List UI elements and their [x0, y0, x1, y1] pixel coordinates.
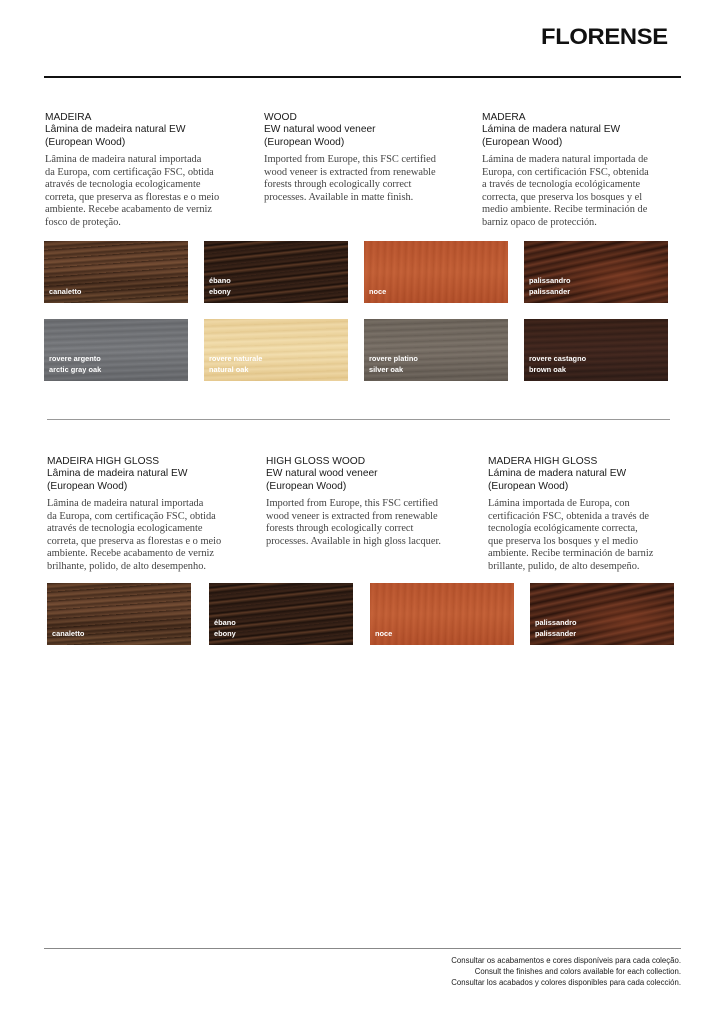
- section1-col-en: [264, 112, 469, 204]
- desc-line: ambiente. Recebe acabamento de verniz: [45, 204, 213, 216]
- desc-line: forests through ecologically correct: [264, 179, 412, 191]
- swatch-label: rovere platino: [369, 354, 418, 363]
- swatch-label: palissandro: [529, 276, 571, 285]
- desc-line: correta, que preserva as florestas e o meio: [47, 535, 222, 547]
- col-subtitle: EW natural wood veneer: [266, 468, 378, 480]
- col-subtitle-note: (European Wood): [266, 480, 347, 492]
- swatch-label-en: palissander: [535, 629, 577, 638]
- col-subtitle: Lâmina de madeira natural EW: [45, 124, 186, 136]
- swatch-rovere-argento: [44, 319, 188, 381]
- col-subtitle: Lâmina de madeira natural EW: [47, 468, 188, 480]
- col-description: [266, 498, 471, 548]
- col-title: WOOD: [264, 112, 297, 123]
- desc-line: através de tecnologia ecologicamente: [47, 523, 203, 535]
- col-subtitle: Lámina de madera natural EW: [482, 124, 621, 136]
- col-subtitle-note: (European Wood): [47, 480, 128, 492]
- desc-line: a través de tecnología ecológicamente: [482, 179, 641, 191]
- swatch-label: palissandro: [535, 618, 577, 627]
- desc-line: brilhante, polido, de alto desempenho.: [47, 560, 206, 572]
- desc-line: forests through ecologically correct: [266, 523, 414, 535]
- swatch-rovere-naturale: [204, 319, 348, 381]
- col-title: MADERA: [482, 112, 526, 123]
- footer-divider: [44, 948, 681, 949]
- swatch-ebano: [204, 241, 348, 303]
- footer-line-pt: Consultar os acabamentos e cores disponíveis para cada coleção.: [451, 956, 681, 965]
- swatch-hg-palissandro: [530, 583, 674, 645]
- footer-note: [451, 955, 681, 988]
- col-subtitle-note: (European Wood): [482, 136, 563, 148]
- desc-line: da Europa, com certificação FSC, obtida: [45, 166, 214, 178]
- col-description: [264, 154, 469, 204]
- desc-line: através de tecnologia ecologicamente: [45, 179, 201, 191]
- desc-line: Lámina de madera natural importada de: [482, 154, 648, 166]
- swatch-hg-noce: [370, 583, 514, 645]
- desc-line: ambiente. Recibe terminación de barniz: [488, 548, 654, 560]
- col-subtitle: Lámina de madera natural EW: [488, 468, 627, 480]
- desc-line: correcta, que preserva los bosques y el: [482, 191, 643, 203]
- swatch-label: canaletto: [52, 629, 85, 638]
- desc-line: barniz opaco de protección.: [482, 216, 597, 228]
- swatch-label-en: brown oak: [529, 365, 566, 374]
- swatch-label: ébano: [209, 276, 231, 285]
- swatch-label-en: palissander: [529, 287, 571, 296]
- swatch-label: ébano: [214, 618, 236, 627]
- desc-line: Imported from Europe, this FSC certified: [266, 498, 438, 510]
- section2-col-pt: [47, 456, 252, 573]
- swatch-label: noce: [369, 287, 387, 296]
- col-description: [488, 498, 693, 573]
- swatch-label: noce: [375, 629, 393, 638]
- col-title: MADERA HIGH GLOSS: [488, 456, 598, 467]
- desc-line: Imported from Europe, this FSC certified: [264, 154, 436, 166]
- desc-line: processes. Available in high gloss lacquer.: [266, 535, 441, 547]
- desc-line: Europa, con certificación FSC, obtenida: [482, 166, 649, 178]
- col-subtitle: EW natural wood veneer: [264, 124, 376, 136]
- swatch-rovere-platino: [364, 319, 508, 381]
- swatch-label: rovere argento: [49, 354, 101, 363]
- swatch-noce: [364, 241, 508, 303]
- desc-line: da Europa, com certificação FSC, obtida: [47, 510, 216, 522]
- desc-line: wood veneer is extracted from renewable: [264, 166, 436, 178]
- swatch-label-en: natural oak: [209, 365, 249, 374]
- desc-line: wood veneer is extracted from renewable: [266, 510, 438, 522]
- swatch-label: rovere naturale: [209, 354, 263, 363]
- swatch-hg-ebano: [209, 583, 353, 645]
- swatch-label: rovere castagno: [529, 354, 587, 363]
- col-title: MADEIRA HIGH GLOSS: [47, 456, 160, 467]
- col-title: MADEIRA: [45, 112, 92, 123]
- desc-line: Lâmina de madeira natural importada: [47, 498, 204, 510]
- desc-line: fosco de proteção.: [45, 216, 121, 228]
- swatch-hg-canaletto: [47, 583, 191, 645]
- desc-line: brillante, pulido, de alto desempeño.: [488, 560, 640, 572]
- col-description: [45, 154, 250, 229]
- swatch-rovere-castagno: [524, 319, 668, 381]
- section2-col-en: [266, 456, 471, 548]
- section1-col-pt: [45, 112, 250, 229]
- florense-logo: FLORENSE: [541, 24, 668, 49]
- swatch-label: canaletto: [49, 287, 82, 296]
- swatch-canaletto: [44, 241, 188, 303]
- swatch-label-en: ebony: [209, 287, 231, 296]
- col-description: [482, 154, 687, 229]
- desc-line: Lâmina de madeira natural importada: [45, 154, 202, 166]
- col-subtitle-note: (European Wood): [488, 480, 569, 492]
- desc-line: ambiente. Recebe acabamento de verniz: [47, 548, 215, 560]
- footer-line-en: Consult the finishes and colors available for each collection.: [474, 967, 681, 976]
- desc-line: tecnología ecológicamente correcta,: [488, 523, 638, 535]
- swatch-palissandro: [524, 241, 668, 303]
- section-divider: [47, 419, 670, 420]
- swatch-label-en: ebony: [214, 629, 236, 638]
- footer-line-es: Consultar los acabados y colores disponibles para cada colección.: [451, 978, 681, 987]
- desc-line: que preserva los bosques y el medio: [488, 535, 639, 547]
- header-divider: [44, 76, 681, 78]
- col-subtitle-note: (European Wood): [264, 136, 345, 148]
- desc-line: Lámina importada de Europa, con: [488, 498, 630, 510]
- desc-line: certificación FSC, obtenida a través de: [488, 510, 649, 522]
- section1-col-es: [482, 112, 687, 229]
- desc-line: processes. Available in matte finish.: [264, 191, 414, 203]
- swatch-label-en: arctic gray oak: [49, 365, 102, 374]
- section2-col-es: [488, 456, 693, 573]
- desc-line: correta, que preserva as florestas e o meio: [45, 191, 220, 203]
- col-subtitle-note: (European Wood): [45, 136, 126, 148]
- desc-line: medio ambiente. Recibe terminación de: [482, 204, 648, 216]
- col-title: HIGH GLOSS WOOD: [266, 456, 366, 467]
- col-description: [47, 498, 252, 573]
- swatch-label-en: silver oak: [369, 365, 404, 374]
